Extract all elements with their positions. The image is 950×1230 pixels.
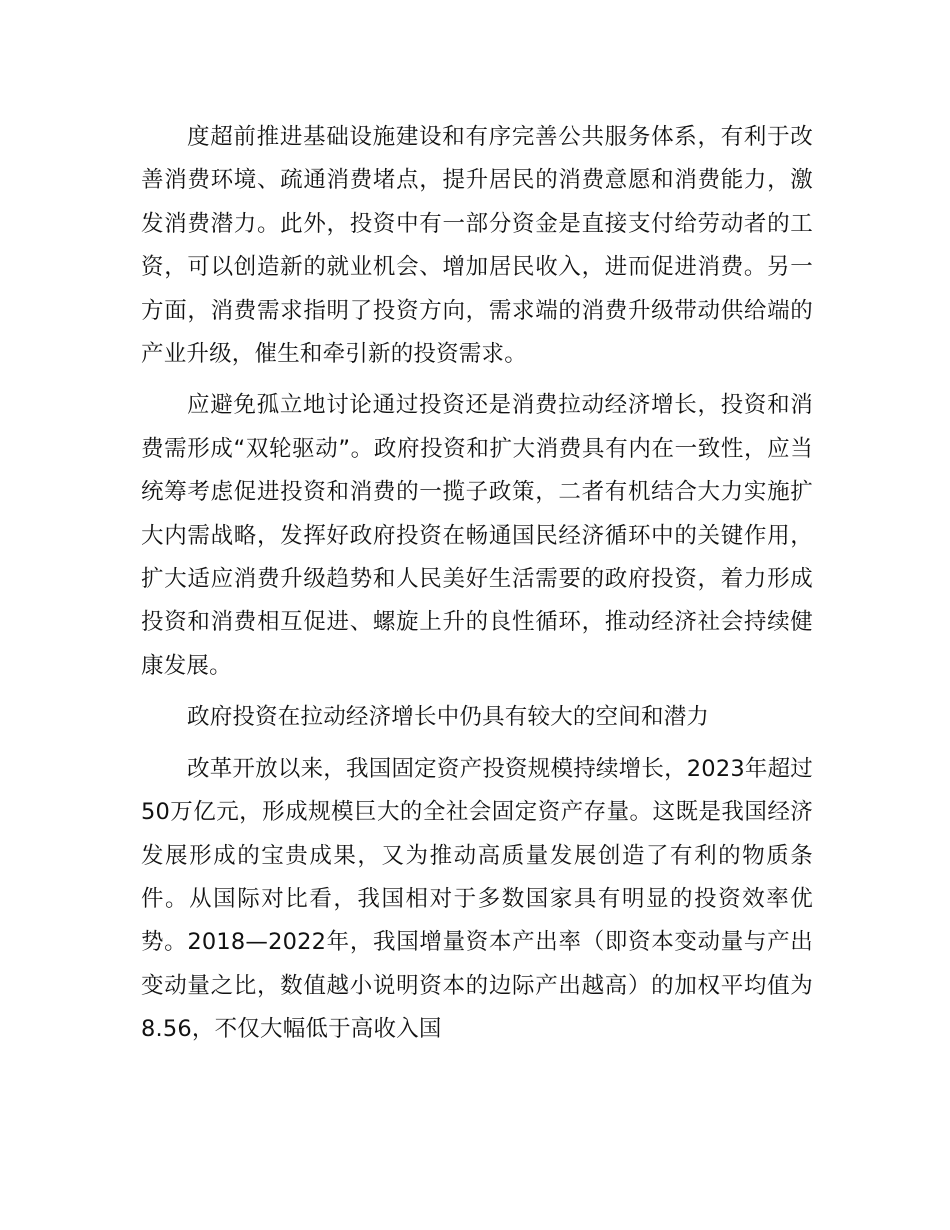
body-text	[141, 116, 813, 1052]
paragraph-investment-consumption-link: 度超前推进基础设施建设和有序完善公共服务体系，有利于改善消费环境、疏通消费堵点，提升居民的消费意愿和消费能力，激发消费潜力。此外，投资中有一部分资金是直接支付给劳动者的工资，可以创造新的就业机会、增加居民收入，进而促进消费。另一方面，消费需求指明了投资方向，需求端的消费升级带动供给端的产业升级，催生和牵引新的投资需求。	[141, 124, 813, 368]
paragraph-dual-wheel-drive: 应避免孤立地讨论通过投资还是消费拉动经济增长，投资和消费需形成“双轮驱动”。政府投资和扩大消费具有内在一致性，应当统筹考虑促进投资和消费的一揽子政策，二者有机结合大力实施扩大内需战略，发挥好政府投资在畅通国民经济循环中的关键作用，扩大适应消费升级趋势和人民美好生活需要的政府投资，着力形成投资和消费相互促进、螺旋上升的良性循环，推动经济社会持续健康发展。	[141, 392, 813, 679]
section-heading: 政府投资在拉动经济增长中仍具有较大的空间和潜力	[187, 704, 710, 731]
paragraph-fixed-asset-investment: 改革开放以来，我国固定资产投资规模持续增长，2023年超过50万亿元，形成规模巨大的全社会固定资产存量。这既是我国经济发展形成的宝贵成果，又为推动高质量发展创造了有利的物质条件。从国际对比看，我国相对于多数国家具有明显的投资效率优势。2018—2022年，我国增量资本产出率（即资本变动量与产出变动量之比，数值越小说明资本的边际产出越高）的加权平均值为8.56，不仅大幅低于高收入国	[141, 755, 813, 1043]
